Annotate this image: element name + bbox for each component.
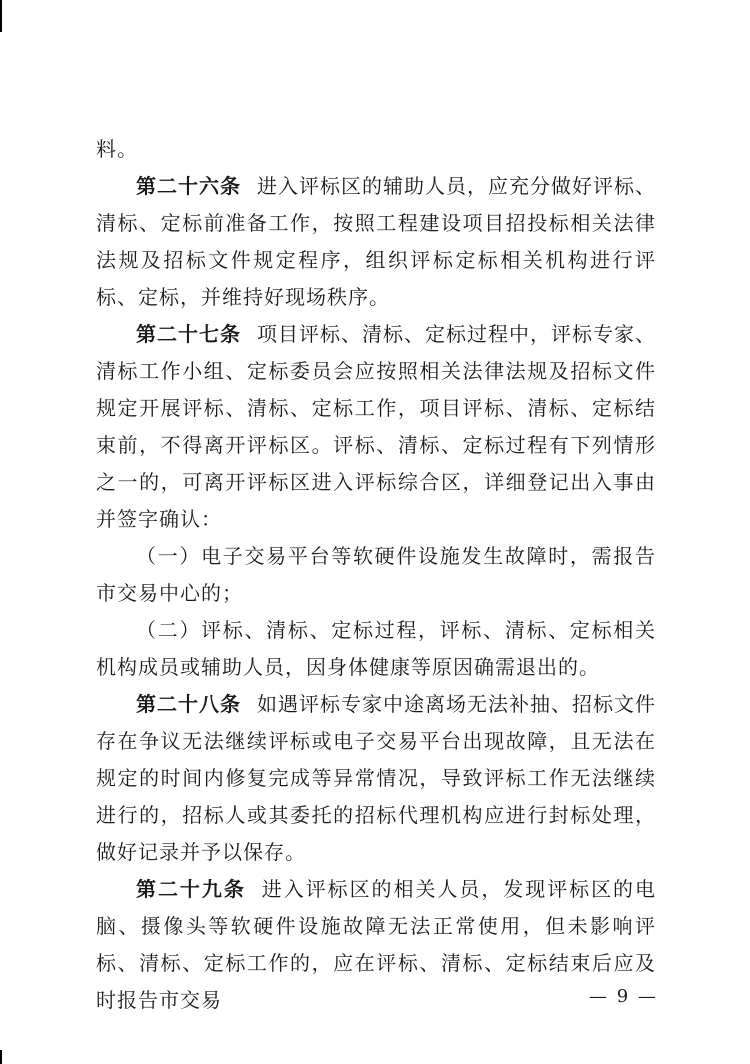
article-27-item-1 xyxy=(96,538,656,612)
article-27-item-2 xyxy=(96,612,656,686)
page-number: — 9 — xyxy=(589,986,658,1007)
paragraph-text: （二）评标、清标、定标过程，评标、清标、定标相关机构成员或辅助人员，因身体健康等原因确需退出的。 xyxy=(96,618,656,679)
paragraph-continuation xyxy=(96,131,656,168)
paragraph-text: 如遇评标专家中途离场无法补抽、招标文件存在争议无法继续评标或电子交易平台出现故障，且无法在规定的时间内修复完成等异常情况，导致评标工作无法继续进行的，招标人或其委托的招标代理机构应进行封标处理，做好记录并予以保存。 xyxy=(96,692,656,864)
paragraph-text: （一）电子交易平台等软硬件设施发生故障时，需报告市交易中心的； xyxy=(96,544,656,605)
paragraph-text: 料。 xyxy=(96,137,138,161)
article-29 xyxy=(96,871,656,1019)
article-26 xyxy=(96,168,656,316)
corner-crop-mark-bottom xyxy=(0,1050,2,1064)
paragraph-text: 进入评标区的相关人员，发现评标区的电脑、摄像头等软硬件设施故障无法正常使用，但未影响评标、清标、定标工作的，应在评标、清标、定标结束后应及时报告市交易 xyxy=(96,877,657,1012)
article-number: 第二十六条 xyxy=(136,174,241,198)
corner-crop-mark-top xyxy=(0,0,2,32)
article-number: 第二十七条 xyxy=(136,322,241,346)
article-number: 第二十九条 xyxy=(136,877,246,901)
article-28 xyxy=(96,686,656,871)
article-27 xyxy=(96,316,656,538)
paragraph-text: 项目评标、清标、定标过程中，评标专家、清标工作小组、定标委员会应按照相关法律法规及招标文件规定开展评标、清标、定标工作，项目评标、清标、定标结束前，不得离开评标区。评标、清标、定标过程有下列情形之一的，可离开评标区进入评标综合区，详细登记出入事由并签字确认： xyxy=(96,322,656,531)
document-body xyxy=(96,131,656,1019)
paragraph-text: 进入评标区的辅助人员，应充分做好评标、清标、定标前准备工作，按照工程建设项目招投标相关法律法规及招标文件规定程序，组织评标定标相关机构进行评标、定标，并维持好现场秩序。 xyxy=(96,174,656,309)
article-number: 第二十八条 xyxy=(136,692,241,716)
